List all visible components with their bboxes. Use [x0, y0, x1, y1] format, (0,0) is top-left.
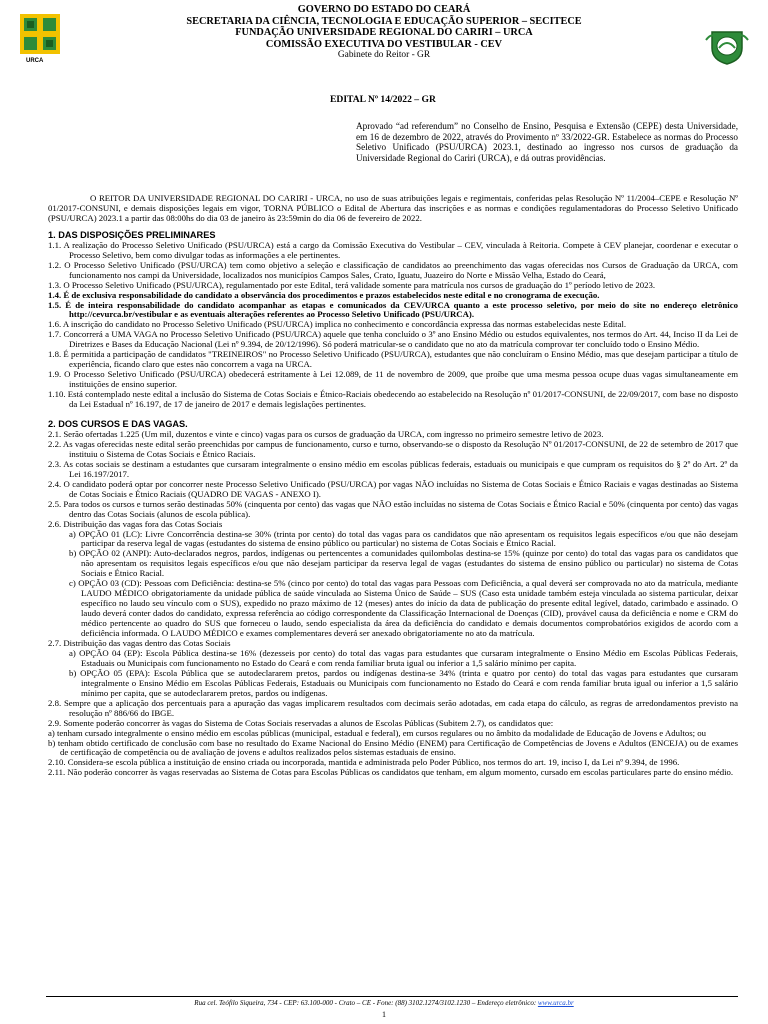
item-2-4: 2.4. O candidato poderá optar por concorrer neste Processo Seletivo Unificado (PSU/URCA) por vagas NÃO incluídas no Sistema de Cotas Sociais e Étnico Raciais e vagas destinadas ao Sistema de Cotas Sociais e Étnico Raciais (QUADRO DE VAGAS - ANEXO I). [48, 478, 738, 499]
option-02-anpi: b) OPÇÃO 02 (ANPI): Auto-declarados negros, pardos, indígenas ou pertencentes a comunidades quilombolas destina-se 15% (quinze por cento) do total das vagas para os candidatos que não apresentam os requisitos legais específicos e/ou que não desejam participar da reserva legal de vagas (estudantes do sistema de ensino público ou particular) no sistema de Cotas Sociais e Étnico Racial. [69, 548, 738, 579]
item-1-4: 1.4. É de exclusiva responsabilidade do candidato a observância dos procedimentos e prazos estabelecidos neste edital e no cronograma de execução. [48, 289, 600, 300]
item-1-7: 1.7. Concorrerá a UMA VAGA no Processo Seletivo Unificado (PSU/URCA) aquele que tenha concluído o 3º ano Ensino Médio ou estudos equivalentes, nos termos do Art. 44, Inciso II da Lei de Diretrizes e Bases da Educação Nacional (Lei nº 9.394, de 20/12/1996). Só poderá matricular-se o candidato que no ato da matrícula comprovar ter concluído todo o Ensino Médio. [48, 329, 738, 350]
item-1-10: 1.10. Está contemplado neste edital a inclusão do Sistema de Cotas Sociais e Étnico-Raciais obedecendo ao estabelecido na Resolução nº 01/2017-CONSUNI, de 22/09/2017, com base no disposto da Lei Estadual nº 16.197, de 17 de janeiro de 2017 e demais legislações pertinentes. [48, 389, 738, 410]
intro-paragraph: O REITOR DA UNIVERSIDADE REGIONAL DO CARIRI - URCA, no uso de suas atribuições legais e regimentais, conferidas pelas Resolução Nº 11/2004–CEPE e Resolução Nº 01/2017-CONSUNI, e demais disposições legais em vigor, TORNA PÚBLICO o Edital de Abertura das inscrições e as normas e condições regulamentadoras do Processo Seletivo Unificado (PSU/URCA) 2023.1 a partir das 08:00hs do dia 03 de janeiro às 23:59min do dia 06 de fevereiro de 2022. [48, 193, 738, 223]
item-2-6: 2.6. Distribuição das vagas fora das Cotas Sociais [48, 518, 223, 529]
urca-logo-caption: URCA [26, 58, 44, 64]
item-1-6: 1.6. A inscrição do candidato no Processo Seletivo Unificado (PSU/URCA) implica no conhecimento e concordância expressa das normas estabelecidas neste Edital. [48, 319, 627, 330]
header-line-foundation: FUNDAÇÃO UNIVERSIDADE REGIONAL DO CARIRI – URCA [235, 27, 533, 39]
section-1-title: 1. DAS DISPOSIÇÕES PRELIMINARES [48, 229, 216, 240]
item-1-1: 1.1. A realização do Processo Seletivo Unificado (PSU/URCA) está a cargo da Comissão Executiva do Vestibular – CEV, vinculada à Reitoria. Compete à CEV planejar, coordenar e executar o Processo Seletivo, bem como divulgar todas as informações a ele pertinentes. [48, 239, 738, 260]
document-header [32, 0, 736, 92]
item-2-1: 2.1. Serão ofertadas 1.225 (Um mil, duzentos e vinte e cinco) vagas para os cursos de graduação da URCA, com ingresso no primeiro semestre letivo de 2023. [48, 428, 604, 439]
item-1-3: 1.3. O Processo Seletivo Unificado (PSU/URCA), regulamentado por este Edital, terá validade somente para matrícula nos cursos de graduação do 1º período letivo de 2023. [48, 279, 656, 290]
item-2-5: 2.5. Para todos os cursos e turnos serão destinadas 50% (cinquenta por cento) das vagas que NÃO estão incluídas no sistema de Cotas Sociais e Étnico Racial e 50% (cinquenta por cento) das vagas dentro das Cotas Sociais (alunos de escola pública). [48, 498, 738, 519]
item-2-2: 2.2. As vagas oferecidas neste edital serão preenchidas por campus de funcionamento, curso e turno, observando-se o disposto da Resolução Nº 01/2017-CONSUNI, de 22 de setembro de 2017 que instituiu o Sistema de Cotas Sociais e Étnico Raciais. [48, 438, 738, 459]
option-03-cd: c) OPÇÃO 03 (CD): Pessoas com Deficiência: destina-se 5% (cinco por cento) do total das vagas para Pessoas com Deficiência, a qual deverá ser comprovada no ato da matrícula, mediante LAUDO MÉDICO obrigatoriamente da unidade pública de saúde vinculada ao Sistema Único de Saúde – SUS (Caso esta unidade também esteja vinculada ao sistema particular, deixar específico no laudo seu vínculo com o SUS), expedido no prazo máximo de 12 (meses) antes do início da data de publicação do presente edital legível, datado, carimbado e assinado. O laudo deverá conter dados do candidato, expressa referência ao código correspondente da Classificação Internacional de Doenças (CID), provável causa da deficiência e nome e CRM do médico pertencente ao quadro do SUS que forneceu o laudo, sendo especialista da área da deficiência do candidato e demais documentos comprobatórios exigidos de acordo com a deficiência informada. O LAUDO MÉDICO e exames complementares deverá ser anexado obrigatoriamente no ato da matrícula. [69, 578, 738, 639]
header-line-secretariat: SECRETARIA DA CIÊNCIA, TECNOLOGIA E EDUCAÇÃO SUPERIOR – SECITECE [186, 15, 582, 27]
item-2-9-b: b) tenham obtido certificado de conclusão com base no resultado do Exame Nacional do Ensino Médio (ENEM) para Certificação de Competências de Jovens e Adultos (ENCEJA) ou de exames de certificação de competência ou de avaliação de jovens e adultos realizados pelos sistemas estaduais de ensino. [48, 737, 738, 758]
option-05-epa: b) OPÇÃO 05 (EPA): Escola Pública que se autodeclararem pretos, pardos ou indígenas destina-se 34% (trinta e quatro por cento) do total das vagas para estudantes que cursaram integralmente o Ensino Médio em Escolas Públicas Federais, Estaduais ou Municipais com funcionamento no Estado do Ceará e com renda familiar bruta igual ou inferior a 1,5 salário mínimo per capita, que se autodeclararem pretos, pardos ou indígenas. [69, 667, 738, 698]
item-2-11: 2.11. Não poderão concorrer às vagas reservadas ao Sistema de Cotas para Escolas Públicas os candidatos que tenham, em algum momento, cursado em escolas particulares parte do ensino médio. [48, 767, 734, 778]
item-1-5: 1.5. É de inteira responsabilidade do candidato acompanhar as etapas e comunicados da CEV/URCA quanto a este processo seletivo, por meio do site no endereço eletrônico http://cevurca.br/vestibular e as eventuais alterações referentes ao Processo Seletivo Unificado (PSU/URCA). [48, 299, 738, 320]
option-01-lc: a) OPÇÃO 01 (LC): Livre Concorrência destina-se 30% (trinta por cento) do total das vagas para os candidatos que não apresentam os requisitos legais específicos e/ou que não desejam participar da reserva legal de vagas (estudantes do sistema de ensino público ou particular) no sistema de Cotas Sociais e Étnico Racial. [69, 528, 738, 549]
item-1-9: 1.9. O Processo Seletivo Unificado (PSU/URCA) obedecerá estritamente à Lei 12.089, de 11 de novembro de 2009, que proíbe que uma mesma pessoa ocupe duas vagas simultaneamente em instituições de ensino superior. [48, 369, 738, 390]
item-2-3: 2.3. As cotas sociais se destinam a estudantes que cursaram integralmente o ensino médio em escolas públicas federais, estaduais ou municipais e que cumpram os requisitos do § 2º do Art. 2º da Lei 16.197/2017. [48, 458, 738, 479]
approval-summary: Aprovado “ad referendum” no Conselho de Ensino, Pesquisa e Extensão (CEPE) desta Universidade, em 16 de dezembro de 2022, através do Provimento nº 33/2022-GR. Estabelece as normas do Processo Seletivo Unificado (PSU/URCA) 2023.1, destinado ao ingresso nos cursos de graduação da Universidade Regional do Cariri (URCA), e dá outras providências. [356, 121, 738, 163]
header-line-government: GOVERNO DO ESTADO DO CEARÁ [297, 4, 471, 15]
item-2-7: 2.7. Distribuição das vagas dentro das Cotas Sociais [48, 637, 231, 648]
footer-address-text: Rua cel. Teófilo Siqueira, 734 - CEP: 63.100-000 - Crato – CE - Fone: (88) 3102.1274/3102.1230 – Endereço eletrônico: [194, 999, 537, 1007]
item-1-2: 1.2. O Processo Seletivo Unificado (PSU/URCA) tem como objetivo a seleção e classificação de candidatos ao preenchimento das vagas oferecidas nos Cursos de Graduação da URCA, com funcionamento nos campi da Universidade, localizados nos municípios Campos Sales, Crato, Iguatu, Juazeiro do Norte e Missão Velha, Estado do Ceará, [48, 259, 738, 280]
item-1-8: 1.8. É permitida a participação de candidatos "TREINEIROS" no Processo Seletivo Unificado (PSU/URCA), estudantes que não concluíram o Ensino Médio, mas que desejam participar a título de experiência, ficando claro que estes não concorrem a vaga na URCA. [48, 349, 738, 370]
item-2-9: 2.9. Somente poderão concorrer às vagas do Sistema de Cotas Sociais reservadas a alunos de Escolas Públicas (Subitem 2.7), os candidatos que: [48, 717, 554, 728]
footer-site-link[interactable]: www.urca.br [537, 999, 574, 1007]
option-04-ep: a) OPÇÃO 04 (EP): Escola Pública destina-se 16% (dezesseis por cento) do total das vagas para estudantes que cursaram integralmente o Ensino Médio em Escolas Públicas Federais, Estaduais ou Municipais com funcionamento no Estado do Ceará e com renda familiar bruta igual ou inferior a 1,5 salário mínimo per capita. [69, 647, 738, 668]
footer-divider [46, 996, 738, 997]
document-body [48, 194, 738, 778]
header-line-commission: COMISSÃO EXECUTIVA DO VESTIBULAR - CEV [265, 38, 503, 50]
header-line-office: Gabinete do Reitor - GR [337, 50, 431, 61]
edital-title: EDITAL Nº 14/2022 – GR [330, 94, 436, 105]
item-2-10: 2.10. Considera-se escola pública a instituição de ensino criada ou incorporada, mantida e administrada pelo Poder Público, nos termos do art. 19, inciso I, da Lei nº 9.394, de 1996. [48, 757, 680, 768]
item-2-8: 2.8. Sempre que a aplicação dos percentuais para a apuração das vagas implicarem resultados com decimais serão adotadas, em cada etapa do cálculo, as regras de arredondamentos previsto na resolução nº 886/66 do IBGE. [48, 697, 738, 718]
footer-address [0, 999, 768, 1007]
item-2-9-a: a) tenham cursado integralmente o ensino médio em escolas públicas (municipal, estadual e federal), em cursos regulares ou no âmbito da modalidade de Educação de Jovens e Adultos; ou [48, 727, 706, 738]
section-2-title: 2. DOS CURSOS E DAS VAGAS. [48, 419, 188, 430]
page-number: 1 [382, 1010, 386, 1019]
